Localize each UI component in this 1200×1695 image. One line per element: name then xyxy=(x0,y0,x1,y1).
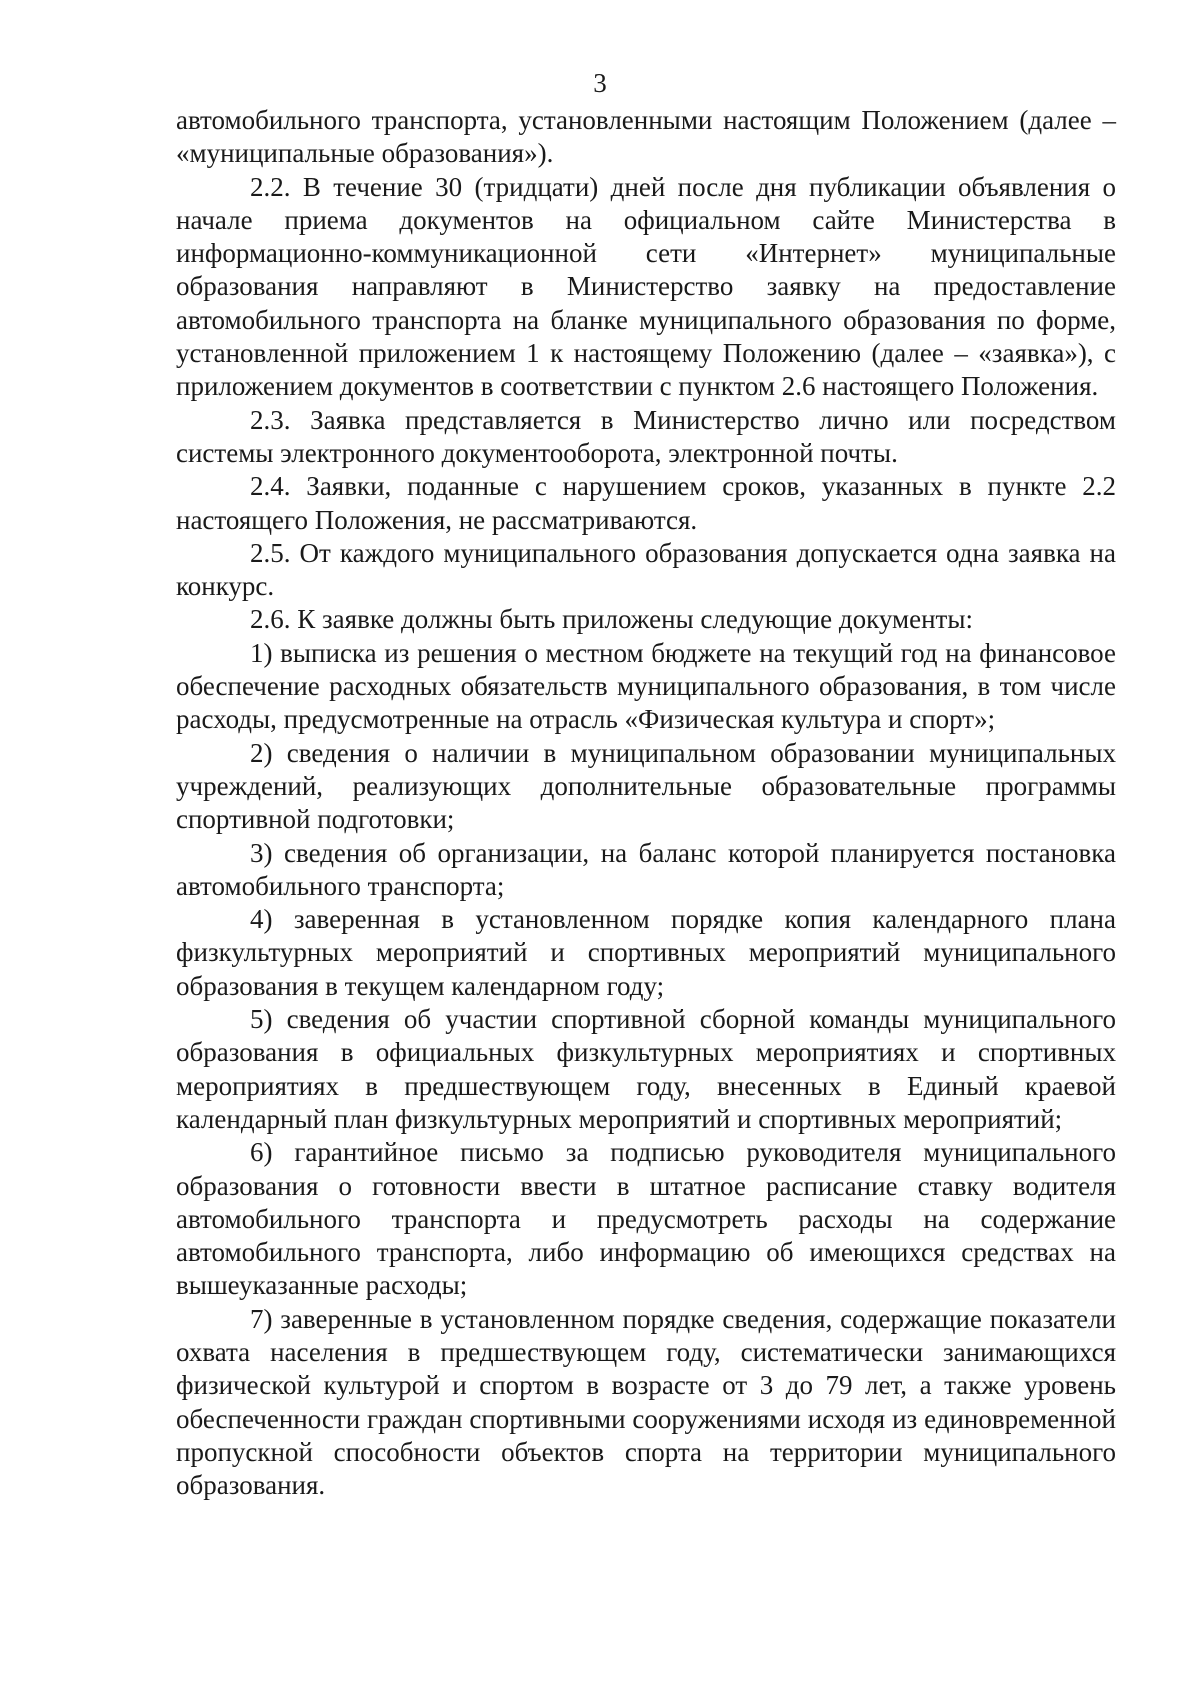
paragraph-2-6: 2.6. К заявке должны быть приложены следующие документы: xyxy=(250,604,973,635)
list-item-4: 4) заверенная в установленном порядке копия календарного плана физкультурных мероприятий и спортивных мероприятий муниципального образования в текущем календарном году; xyxy=(176,904,1116,1001)
paragraph-2-3: 2.3. Заявка представляется в Министерство лично или посредством системы электронного документооборота, электронной почты. xyxy=(176,404,1116,468)
document-body xyxy=(176,104,1116,1502)
paragraph-2-4: 2.4. Заявки, поданные с нарушением сроков, указанных в пункте 2.2 настоящего Положения, не рассматриваются. xyxy=(176,471,1116,535)
list-item-7: 7) заверенные в установленном порядке сведения, содержащие показатели охвата населения в предшествующем году, систематически занимающихся физической культурой и спортом в возрасте от 3 до 79 лет, а также уровень обеспеченности граждан спортивными сооружениями исходя из единовременной пропускной способности объектов спорта на территории муниципального образования. xyxy=(176,1303,1116,1501)
list-item-3: 3) сведения об организации, на баланс которой планируется постановка автомобильного транспорта; xyxy=(176,837,1116,901)
paragraph-2-5: 2.5. От каждого муниципального образования допускается одна заявка на конкурс. xyxy=(176,537,1116,602)
list-item-5: 5) сведения об участии спортивной сборной команды муниципального образования в официальных физкультурных мероприятиях и спортивных мероприятиях в предшествующем году, внесенных в Единый краевой календарный план физкультурных мероприятий и спортивных мероприятий; xyxy=(176,1004,1116,1134)
list-item-1: 1) выписка из решения о местном бюджете на текущий год на финансовое обеспечение расходных обязательств муниципального образования, в том числе расходы, предусмотренные на отрасль «Физическая культура и спорт»; xyxy=(176,637,1116,735)
list-item-6: 6) гарантийное письмо за подписью руководителя муниципального образования о готовности ввести в штатное расписание ставку водителя автомобильного транспорта и предусмотреть расходы на содержание автомобильного транспорта, либо информацию об имеющихся средствах на вышеуказанные расходы; xyxy=(176,1137,1116,1301)
page-number: 3 xyxy=(593,68,607,98)
paragraph-2-2: 2.2. В течение 30 (тридцати) дней после дня публикации объявления о начале приема документов на официальном сайте Министерства в информационно-коммуникационной сети «Интернет» муниципальные образования направляют в Министерство заявку на предоставление автомобильного транспорта на бланке муниципального образования по форме, установленной приложением 1 к настоящему Положению (далее – «заявка»), с приложением документов в соответствии с пунктом 2.6 настоящего Положения. xyxy=(176,171,1116,402)
list-item-2: 2) сведения о наличии в муниципальном образовании муниципальных учреждений, реализующих дополнительные образовательные программы спортивной подготовки; xyxy=(176,737,1116,835)
paragraph-continuation: автомобильного транспорта, установленными настоящим Положением (далее – «муниципальные образования»). xyxy=(176,105,1116,169)
